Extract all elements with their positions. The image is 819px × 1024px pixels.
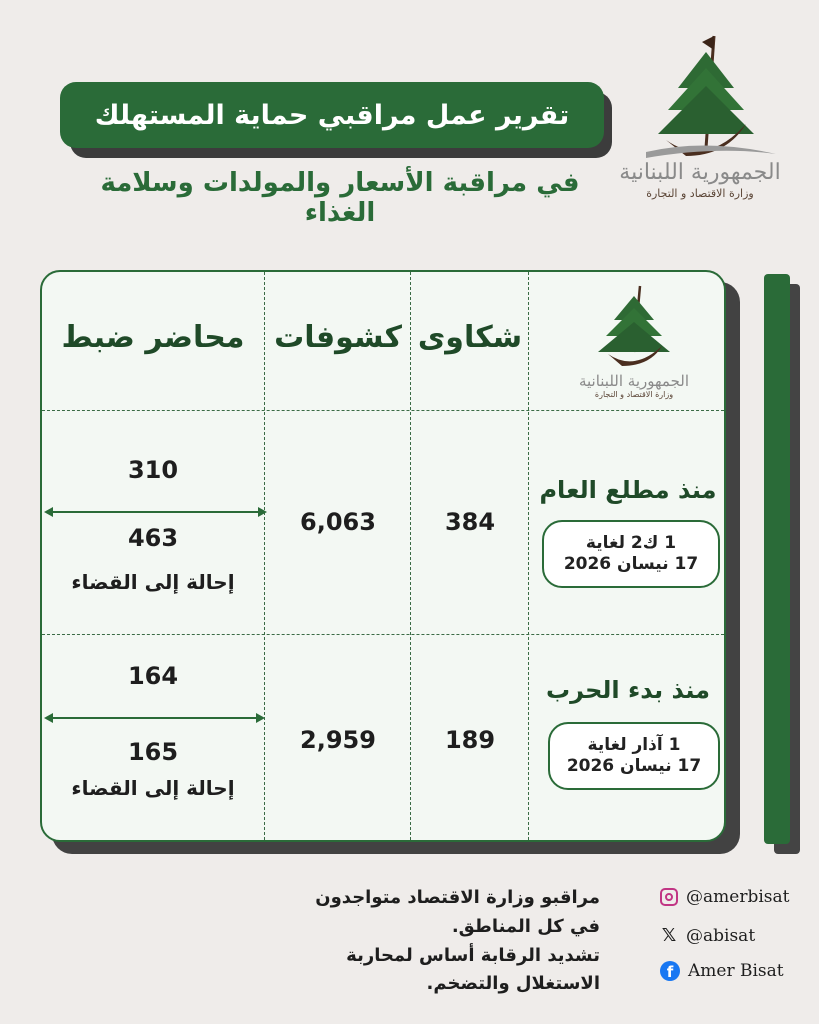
instagram-handle: @amerbisat (686, 887, 790, 907)
date-range-badge (548, 722, 720, 790)
facebook-link[interactable] (660, 961, 819, 981)
x-icon: 𝕏 (661, 925, 677, 946)
footer-note (300, 884, 600, 999)
facebook-icon: f (660, 961, 680, 981)
page-subtitle: في مراقبة الأسعار والمولدات وسلامة الغذاء (100, 168, 580, 228)
table-divider (42, 410, 724, 411)
header-citations: محاضر ضبط (61, 320, 245, 355)
x-handle: @abisat (686, 925, 756, 946)
date-line-2: 17 نيسان 2026 (563, 554, 699, 574)
arrow-right-icon (256, 713, 265, 723)
row-label: منذ بدء الحرب (546, 676, 710, 704)
complaints-value: 189 (444, 726, 496, 754)
date-line-2: 17 نيسان 2026 (566, 756, 702, 776)
logo-caption (600, 160, 800, 200)
divider-arrow (50, 511, 262, 513)
table-logo-caption (554, 372, 714, 399)
x-link[interactable] (660, 925, 819, 946)
header-inspections: كشوفات (274, 320, 402, 355)
logo-line-1: الجمهورية اللبنانية (578, 372, 690, 390)
instagram-link[interactable] (660, 887, 819, 907)
side-bar (764, 274, 790, 844)
inspections-value: 6,063 (300, 508, 376, 536)
stats-table (40, 270, 726, 842)
instagram-icon (660, 888, 678, 906)
facebook-name: Amer Bisat (688, 961, 784, 981)
table-divider (264, 272, 265, 840)
arrow-left-icon (44, 507, 53, 517)
referral-label: إحالة إلى القضاء (71, 776, 235, 800)
citations-value: 164 (127, 662, 179, 690)
referrals-value: 463 (127, 524, 179, 552)
table-divider (42, 634, 724, 635)
header-complaints: شكاوى (417, 320, 523, 355)
arrow-right-icon (258, 507, 267, 517)
arrow-left-icon (44, 713, 53, 723)
footer-line-1: مراقبو وزارة الاقتصاد متواجدون في كل المناطق. (315, 887, 600, 937)
logo-line-2: وزارة الاقتصاد و التجارة (594, 390, 674, 399)
logo-line-1: الجمهورية اللبنانية (619, 160, 781, 185)
cedar-logo-icon (562, 282, 712, 382)
inspections-value: 2,959 (300, 726, 376, 754)
footer-line-2: تشديد الرقابة أساس لمحاربة الاستغلال والتضخم. (346, 944, 600, 995)
referrals-value: 165 (127, 738, 179, 766)
table-divider (528, 272, 529, 840)
page-title: تقرير عمل مراقبي حماية المستهلك (60, 82, 604, 148)
citations-value: 310 (127, 456, 179, 484)
row-label: منذ مطلع العام (539, 476, 717, 504)
table-divider (410, 272, 411, 840)
date-line-1: 1 آذار لغاية (587, 734, 681, 755)
referral-label: إحالة إلى القضاء (71, 570, 235, 594)
divider-arrow (50, 717, 260, 719)
date-line-1: 1 ك2 لغاية (585, 532, 677, 553)
complaints-value: 384 (444, 508, 496, 536)
date-range-badge (542, 520, 720, 588)
logo-line-2: وزارة الاقتصاد و التجارة (646, 187, 754, 200)
